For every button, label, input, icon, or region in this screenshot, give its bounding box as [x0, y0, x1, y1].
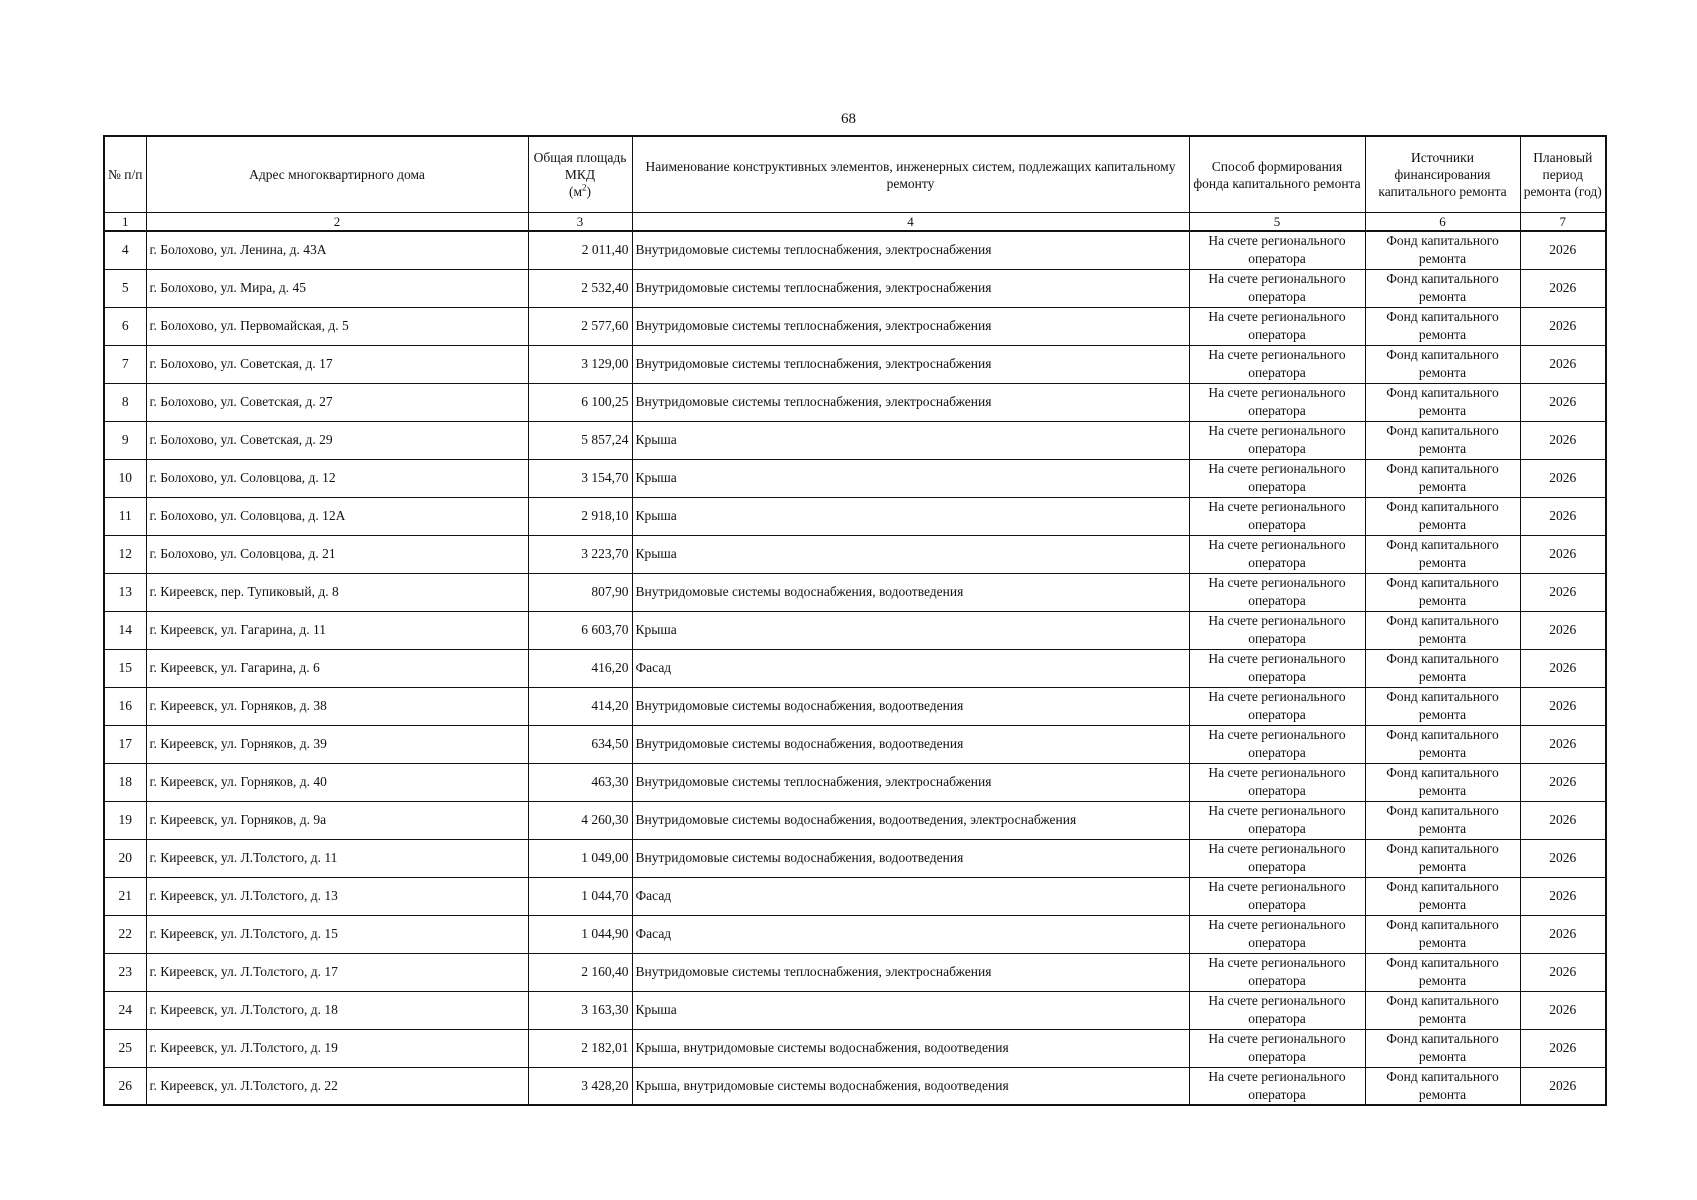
row-elements: Крыша	[632, 991, 1189, 1029]
row-address: г. Киреевск, ул. Горняков, д. 40	[146, 763, 528, 801]
row-source: Фонд капитального ремонта	[1365, 535, 1520, 573]
row-number: 8	[104, 383, 146, 421]
row-year: 2026	[1520, 345, 1606, 383]
row-address: г. Киреевск, пер. Тупиковый, д. 8	[146, 573, 528, 611]
row-area: 3 163,30	[528, 991, 632, 1029]
header-area-label: Общая площадь МКД	[533, 150, 627, 182]
row-area: 2 918,10	[528, 497, 632, 535]
table-row	[104, 611, 1606, 649]
row-elements: Крыша	[632, 535, 1189, 573]
row-source: Фонд капитального ремонта	[1365, 801, 1520, 839]
row-address: г. Киреевск, ул. Л.Толстого, д. 13	[146, 877, 528, 915]
header-year: Плановый период ремонта (год)	[1520, 136, 1606, 213]
header-source: Источники финансирования капитального ремонта	[1365, 136, 1520, 213]
row-address: г. Киреевск, ул. Горняков, д. 38	[146, 687, 528, 725]
row-address: г. Киреевск, ул. Л.Толстого, д. 18	[146, 991, 528, 1029]
table-row	[104, 1067, 1606, 1105]
row-method: На счете регионального оператора	[1189, 1029, 1365, 1067]
row-number: 21	[104, 877, 146, 915]
header-row	[104, 136, 1606, 213]
row-number: 6	[104, 307, 146, 345]
table-row	[104, 269, 1606, 307]
row-elements: Внутридомовые системы водоснабжения, водоотведения	[632, 839, 1189, 877]
row-method: На счете регионального оператора	[1189, 345, 1365, 383]
row-source: Фонд капитального ремонта	[1365, 915, 1520, 953]
row-number: 16	[104, 687, 146, 725]
row-method: На счете регионального оператора	[1189, 725, 1365, 763]
row-number: 12	[104, 535, 146, 573]
repair-plan-table	[103, 135, 1607, 1106]
row-elements: Внутридомовые системы теплоснабжения, электроснабжения	[632, 307, 1189, 345]
table-row	[104, 725, 1606, 763]
row-address: г. Болохово, ул. Первомайская, д. 5	[146, 307, 528, 345]
column-number: 5	[1189, 213, 1365, 232]
row-area: 807,90	[528, 573, 632, 611]
table-row	[104, 535, 1606, 573]
row-year: 2026	[1520, 611, 1606, 649]
row-method: На счете регионального оператора	[1189, 459, 1365, 497]
header-area-unit-close: )	[586, 184, 592, 199]
header-number: № п/п	[104, 136, 146, 213]
column-number: 4	[632, 213, 1189, 232]
page-number: 68	[841, 111, 856, 127]
row-address: г. Болохово, ул. Советская, д. 29	[146, 421, 528, 459]
row-number: 23	[104, 953, 146, 991]
row-address: г. Киреевск, ул. Л.Толстого, д. 17	[146, 953, 528, 991]
row-address: г. Киреевск, ул. Горняков, д. 9а	[146, 801, 528, 839]
table-row	[104, 839, 1606, 877]
row-method: На счете регионального оператора	[1189, 231, 1365, 269]
row-address: г. Киреевск, ул. Гагарина, д. 11	[146, 611, 528, 649]
row-source: Фонд капитального ремонта	[1365, 497, 1520, 535]
row-method: На счете регионального оператора	[1189, 1067, 1365, 1105]
row-source: Фонд капитального ремонта	[1365, 725, 1520, 763]
row-elements: Внутридомовые системы теплоснабжения, электроснабжения	[632, 345, 1189, 383]
row-elements: Фасад	[632, 877, 1189, 915]
row-year: 2026	[1520, 497, 1606, 535]
row-area: 2 577,60	[528, 307, 632, 345]
row-year: 2026	[1520, 383, 1606, 421]
row-address: г. Болохово, ул. Соловцова, д. 12	[146, 459, 528, 497]
row-source: Фонд капитального ремонта	[1365, 345, 1520, 383]
row-number: 26	[104, 1067, 146, 1105]
header-area-unit-open: (м	[568, 184, 583, 199]
row-area: 3 129,00	[528, 345, 632, 383]
row-area: 6 603,70	[528, 611, 632, 649]
row-area: 3 154,70	[528, 459, 632, 497]
row-source: Фонд капитального ремонта	[1365, 269, 1520, 307]
row-number: 13	[104, 573, 146, 611]
table-row	[104, 953, 1606, 991]
row-source: Фонд капитального ремонта	[1365, 307, 1520, 345]
row-elements: Внутридомовые системы водоснабжения, водоотведения	[632, 725, 1189, 763]
row-area: 1 049,00	[528, 839, 632, 877]
row-area: 5 857,24	[528, 421, 632, 459]
row-year: 2026	[1520, 1029, 1606, 1067]
row-address: г. Болохово, ул. Советская, д. 17	[146, 345, 528, 383]
header-area	[528, 136, 632, 213]
row-method: На счете регионального оператора	[1189, 497, 1365, 535]
header-elements: Наименование конструктивных элементов, инженерных систем, подлежащих капитальному ремонту	[632, 136, 1189, 213]
row-method: На счете регионального оператора	[1189, 915, 1365, 953]
row-year: 2026	[1520, 725, 1606, 763]
column-number: 3	[528, 213, 632, 232]
row-number: 19	[104, 801, 146, 839]
table-row	[104, 307, 1606, 345]
row-source: Фонд капитального ремонта	[1365, 763, 1520, 801]
row-method: На счете регионального оператора	[1189, 611, 1365, 649]
row-address: г. Киреевск, ул. Горняков, д. 39	[146, 725, 528, 763]
table-row	[104, 991, 1606, 1029]
row-year: 2026	[1520, 877, 1606, 915]
row-number: 4	[104, 231, 146, 269]
row-method: На счете регионального оператора	[1189, 649, 1365, 687]
row-elements: Внутридомовые системы водоснабжения, водоотведения	[632, 573, 1189, 611]
row-elements: Крыша, внутридомовые системы водоснабжения, водоотведения	[632, 1067, 1189, 1105]
row-method: На счете регионального оператора	[1189, 687, 1365, 725]
row-elements: Крыша, внутридомовые системы водоснабжения, водоотведения	[632, 1029, 1189, 1067]
row-method: На счете регионального оператора	[1189, 269, 1365, 307]
row-year: 2026	[1520, 1067, 1606, 1105]
row-number: 9	[104, 421, 146, 459]
row-year: 2026	[1520, 991, 1606, 1029]
row-method: На счете регионального оператора	[1189, 307, 1365, 345]
row-number: 15	[104, 649, 146, 687]
row-method: На счете регионального оператора	[1189, 991, 1365, 1029]
row-address: г. Болохово, ул. Мира, д. 45	[146, 269, 528, 307]
column-number: 2	[146, 213, 528, 232]
row-source: Фонд капитального ремонта	[1365, 421, 1520, 459]
row-method: На счете регионального оператора	[1189, 953, 1365, 991]
row-source: Фонд капитального ремонта	[1365, 383, 1520, 421]
table-row	[104, 801, 1606, 839]
row-address: г. Болохово, ул. Советская, д. 27	[146, 383, 528, 421]
row-number: 14	[104, 611, 146, 649]
row-elements: Внутридомовые системы теплоснабжения, электроснабжения	[632, 269, 1189, 307]
row-method: На счете регионального оператора	[1189, 421, 1365, 459]
row-year: 2026	[1520, 839, 1606, 877]
row-address: г. Киреевск, ул. Л.Толстого, д. 22	[146, 1067, 528, 1105]
row-method: На счете регионального оператора	[1189, 573, 1365, 611]
table-row	[104, 383, 1606, 421]
row-source: Фонд капитального ремонта	[1365, 1067, 1520, 1105]
row-address: г. Киреевск, ул. Гагарина, д. 6	[146, 649, 528, 687]
table-row	[104, 763, 1606, 801]
column-number: 1	[104, 213, 146, 232]
column-number: 6	[1365, 213, 1520, 232]
table-row	[104, 915, 1606, 953]
row-number: 18	[104, 763, 146, 801]
table-row	[104, 231, 1606, 269]
row-elements: Крыша	[632, 497, 1189, 535]
table-row	[104, 345, 1606, 383]
row-number: 10	[104, 459, 146, 497]
row-year: 2026	[1520, 231, 1606, 269]
header-area-unit-sup: 2	[582, 182, 587, 193]
table-row	[104, 649, 1606, 687]
row-year: 2026	[1520, 459, 1606, 497]
row-year: 2026	[1520, 649, 1606, 687]
row-number: 20	[104, 839, 146, 877]
table-row	[104, 687, 1606, 725]
column-number-row	[104, 213, 1606, 232]
row-year: 2026	[1520, 687, 1606, 725]
row-area: 2 160,40	[528, 953, 632, 991]
row-method: На счете регионального оператора	[1189, 839, 1365, 877]
row-method: На счете регионального оператора	[1189, 535, 1365, 573]
table-row	[104, 459, 1606, 497]
row-source: Фонд капитального ремонта	[1365, 573, 1520, 611]
row-method: На счете регионального оператора	[1189, 877, 1365, 915]
row-area: 2 011,40	[528, 231, 632, 269]
row-source: Фонд капитального ремонта	[1365, 953, 1520, 991]
row-address: г. Болохово, ул. Ленина, д. 43А	[146, 231, 528, 269]
row-source: Фонд капитального ремонта	[1365, 649, 1520, 687]
header-method: Способ формирования фонда капитального ремонта	[1189, 136, 1365, 213]
row-source: Фонд капитального ремонта	[1365, 839, 1520, 877]
row-elements: Внутридомовые системы водоснабжения, водоотведения, электроснабжения	[632, 801, 1189, 839]
row-year: 2026	[1520, 763, 1606, 801]
row-year: 2026	[1520, 573, 1606, 611]
header-area-unit	[569, 184, 591, 199]
table-row	[104, 1029, 1606, 1067]
row-source: Фонд капитального ремонта	[1365, 1029, 1520, 1067]
table-row	[104, 573, 1606, 611]
row-number: 5	[104, 269, 146, 307]
row-area: 414,20	[528, 687, 632, 725]
row-address: г. Киреевск, ул. Л.Толстого, д. 11	[146, 839, 528, 877]
table-header	[104, 136, 1606, 231]
row-source: Фонд капитального ремонта	[1365, 991, 1520, 1029]
row-method: На счете регионального оператора	[1189, 801, 1365, 839]
row-number: 17	[104, 725, 146, 763]
row-elements: Внутридомовые системы теплоснабжения, электроснабжения	[632, 383, 1189, 421]
row-year: 2026	[1520, 801, 1606, 839]
row-elements: Крыша	[632, 459, 1189, 497]
row-area: 1 044,90	[528, 915, 632, 953]
row-area: 6 100,25	[528, 383, 632, 421]
row-elements: Фасад	[632, 649, 1189, 687]
row-area: 1 044,70	[528, 877, 632, 915]
row-area: 416,20	[528, 649, 632, 687]
row-area: 634,50	[528, 725, 632, 763]
row-number: 11	[104, 497, 146, 535]
row-address: г. Болохово, ул. Соловцова, д. 21	[146, 535, 528, 573]
row-elements: Внутридомовые системы водоснабжения, водоотведения	[632, 687, 1189, 725]
row-source: Фонд капитального ремонта	[1365, 459, 1520, 497]
column-number: 7	[1520, 213, 1606, 232]
row-number: 24	[104, 991, 146, 1029]
table-body	[104, 231, 1606, 1105]
row-number: 25	[104, 1029, 146, 1067]
row-address: г. Киреевск, ул. Л.Толстого, д. 19	[146, 1029, 528, 1067]
row-number: 22	[104, 915, 146, 953]
row-source: Фонд капитального ремонта	[1365, 611, 1520, 649]
row-year: 2026	[1520, 307, 1606, 345]
row-area: 2 532,40	[528, 269, 632, 307]
row-elements: Внутридомовые системы теплоснабжения, электроснабжения	[632, 953, 1189, 991]
row-area: 463,30	[528, 763, 632, 801]
row-year: 2026	[1520, 915, 1606, 953]
table-row	[104, 421, 1606, 459]
row-year: 2026	[1520, 953, 1606, 991]
row-year: 2026	[1520, 421, 1606, 459]
row-area: 2 182,01	[528, 1029, 632, 1067]
row-area: 3 223,70	[528, 535, 632, 573]
header-address: Адрес многоквартирного дома	[146, 136, 528, 213]
row-number: 7	[104, 345, 146, 383]
row-elements: Крыша	[632, 611, 1189, 649]
row-source: Фонд капитального ремонта	[1365, 687, 1520, 725]
row-source: Фонд капитального ремонта	[1365, 231, 1520, 269]
row-elements: Фасад	[632, 915, 1189, 953]
row-address: г. Болохово, ул. Соловцова, д. 12А	[146, 497, 528, 535]
table-row	[104, 877, 1606, 915]
row-year: 2026	[1520, 535, 1606, 573]
row-area: 3 428,20	[528, 1067, 632, 1105]
row-area: 4 260,30	[528, 801, 632, 839]
row-method: На счете регионального оператора	[1189, 383, 1365, 421]
row-elements: Внутридомовые системы теплоснабжения, электроснабжения	[632, 231, 1189, 269]
row-method: На счете регионального оператора	[1189, 763, 1365, 801]
row-elements: Внутридомовые системы теплоснабжения, электроснабжения	[632, 763, 1189, 801]
row-elements: Крыша	[632, 421, 1189, 459]
row-year: 2026	[1520, 269, 1606, 307]
row-source: Фонд капитального ремонта	[1365, 877, 1520, 915]
row-address: г. Киреевск, ул. Л.Толстого, д. 15	[146, 915, 528, 953]
table-row	[104, 497, 1606, 535]
